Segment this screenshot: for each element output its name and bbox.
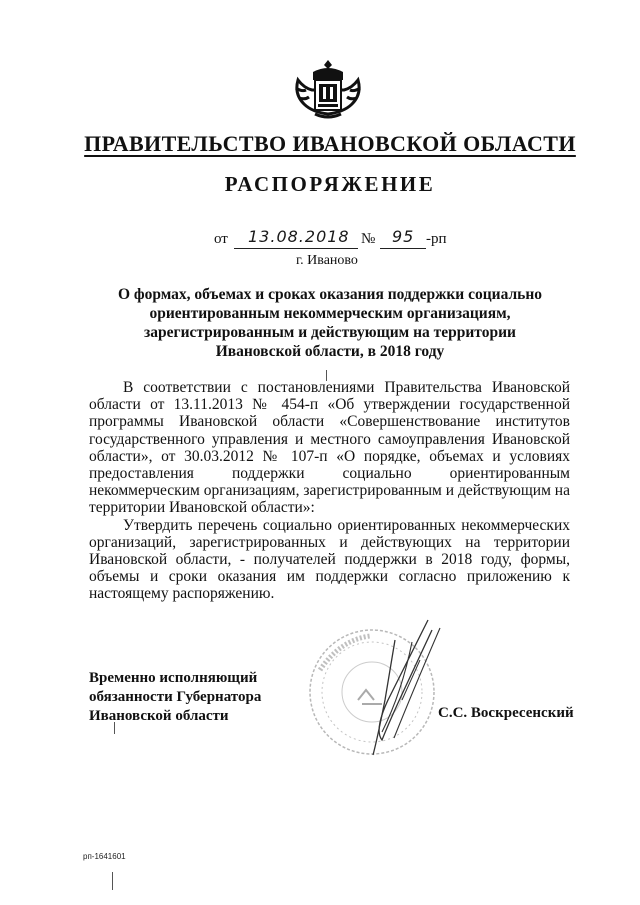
subject-line: зарегистрированным и действующим на территории: [144, 324, 516, 341]
signatory-position: [89, 669, 261, 726]
government-title: ПРАВИТЕЛЬСТВО ИВАНОВСКОЙ ОБЛАСТИ: [84, 131, 576, 156]
document-body: [89, 379, 570, 603]
city-name: г. Иваново: [296, 253, 358, 268]
subject-line: ориентированным некоммерческим организациям,: [149, 305, 511, 322]
document-type: РАСПОРЯЖЕНИЕ: [224, 172, 436, 196]
subject-line: Ивановской области, в 2018 году: [215, 343, 445, 360]
position-line: Ивановской области: [89, 708, 229, 724]
registration-code: рп-1641601: [83, 852, 126, 861]
signatory-name: С.С. Воскресенский: [438, 705, 574, 721]
body-paragraph: Утвердить перечень социально ориентированных некоммерческих организаций, зарегистрированных и действующих на территории Ивановской области, - получателей поддержки в 2018 году, формы, объемы и сроки оказания им поддержки согласно приложению к настоящему распоряжению.: [89, 516, 570, 603]
scan-mark: [114, 722, 115, 734]
date-prefix: от: [214, 231, 228, 247]
position-line: обязанности Губернатора: [89, 689, 262, 705]
number-underline: [380, 248, 426, 249]
scan-mark: [112, 872, 113, 890]
date-number-line: [214, 229, 514, 251]
date-underline: [234, 248, 358, 249]
document-date: 13.08.2018: [248, 227, 350, 246]
body-paragraph: В соответствии с постановлениями Правительства Ивановской области от 13.11.2013 № 454-п «Об утверждении государственной программы Ивановской области «Совершенствование институтов государственного управления и местного самоуправления Ивановской области», от 30.03.2012 № 107-п «О порядке, объемах и условиях предоставления поддержки социально ориентированным некоммерческим организациям, зарегистрированным и действующим на территории Ивановской области»:: [89, 379, 570, 517]
position-line: Временно исполняющий: [89, 670, 258, 686]
number-sign: №: [361, 231, 376, 247]
subject-line: О формах, объемах и сроках оказания поддержки социально: [117, 286, 543, 303]
number-suffix: -рп: [426, 231, 447, 247]
coat-of-arms-icon: [293, 58, 363, 120]
official-seal-icon: [300, 600, 470, 770]
document-subject: [90, 285, 570, 361]
document-number: 95: [392, 227, 415, 246]
